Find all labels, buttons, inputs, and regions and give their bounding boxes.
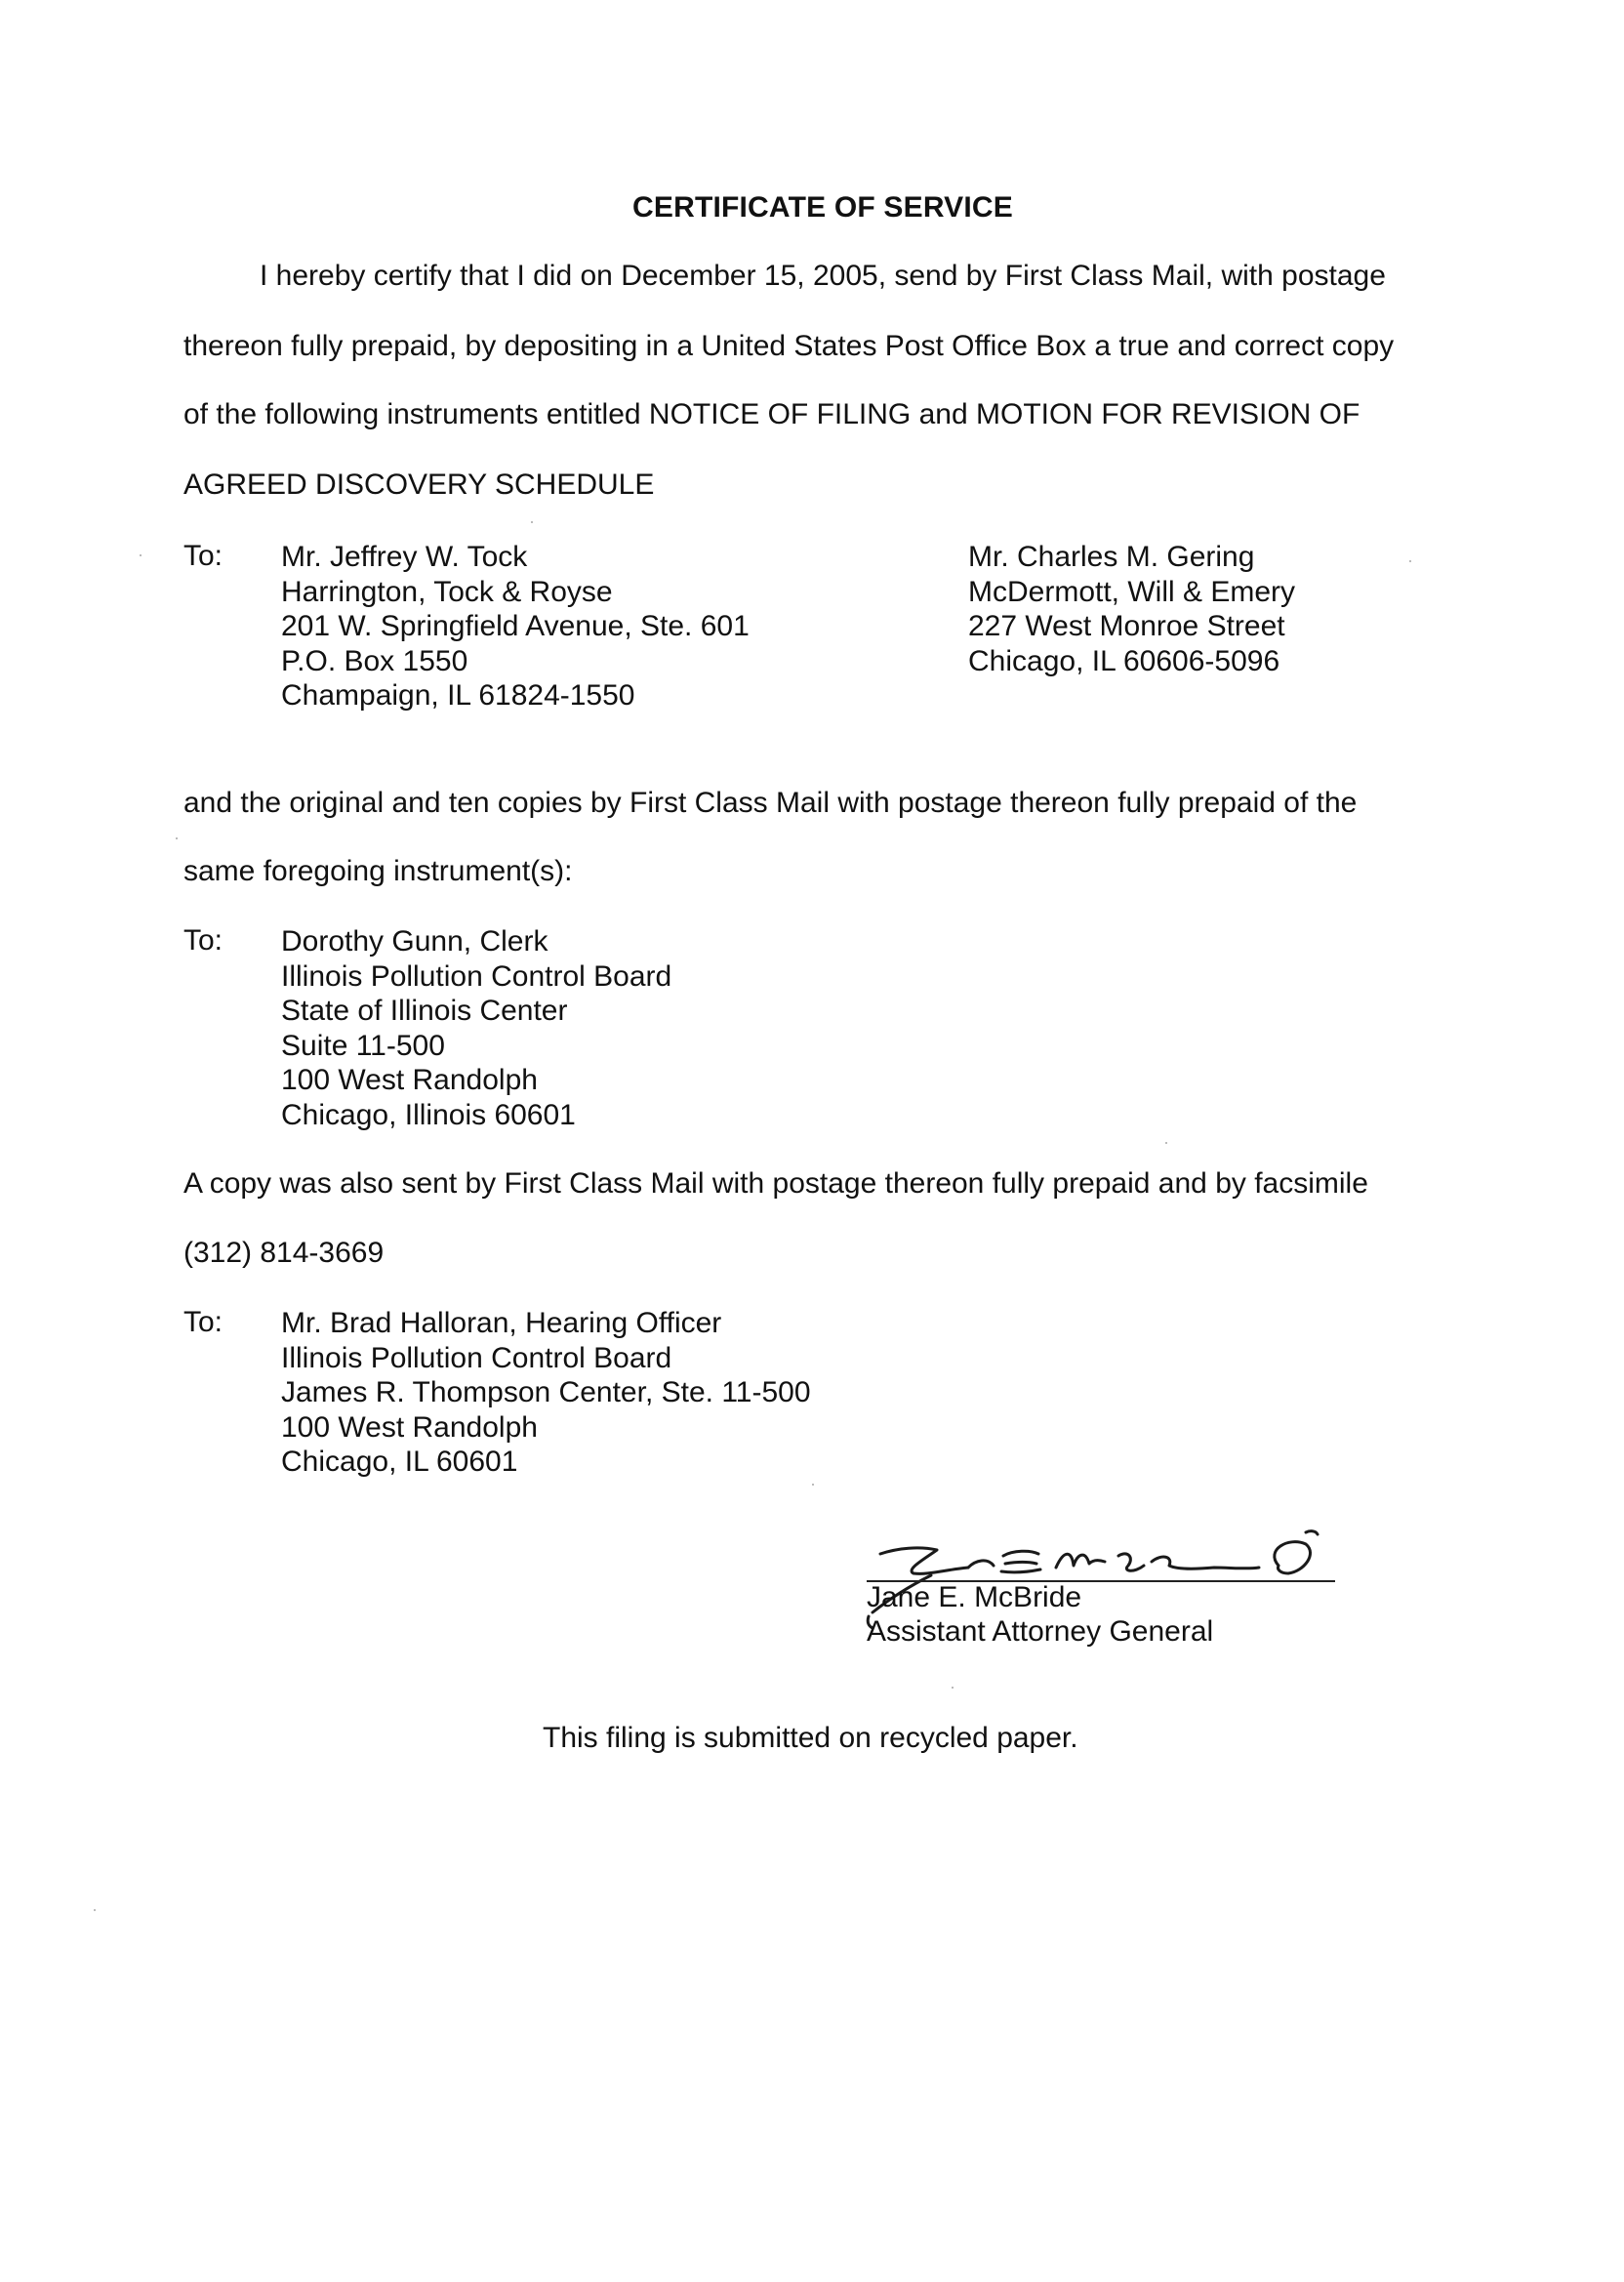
second-para-line: and the original and ten copies by First Class Mail with postage thereon fully prepaid of the [183, 787, 1358, 819]
scan-speck [140, 554, 142, 556]
signatory-name: Jane E. McBride [867, 1581, 1082, 1613]
scan-speck [94, 1909, 96, 1911]
third-para-line: (312) 814-3669 [183, 1237, 385, 1269]
scan-speck [812, 1484, 814, 1486]
address-line: P.O. Box 1550 [281, 644, 468, 677]
to-label: To: [183, 924, 223, 957]
address-line: 201 W. Springfield Avenue, Ste. 601 [281, 610, 750, 642]
third-para-line: A copy was also sent by First Class Mail with postage thereon fully prepaid and by facsimile [183, 1167, 1368, 1200]
recipient-address-clerk [281, 924, 671, 1132]
signatory-title: Assistant Attorney General [867, 1615, 1214, 1648]
address-line: Champaign, IL 61824-1550 [281, 679, 635, 712]
address-line: Chicago, Illinois 60601 [281, 1098, 576, 1131]
intro-line: of the following instruments entitled NOTICE OF FILING and MOTION FOR REVISION OF [183, 398, 1360, 430]
to-label: To: [183, 1306, 223, 1338]
address-line: Mr. Jeffrey W. Tock [281, 541, 528, 573]
address-line: Illinois Pollution Control Board [281, 959, 672, 993]
intro-line: AGREED DISCOVERY SCHEDULE [183, 469, 655, 501]
address-line: McDermott, Will & Emery [968, 575, 1296, 608]
address-line: Harrington, Tock & Royse [281, 575, 613, 608]
scan-speck [1165, 1142, 1167, 1144]
address-line: 100 West Randolph [281, 1064, 538, 1096]
recipient-address-hearing [281, 1306, 811, 1480]
address-line: Chicago, IL 60601 [281, 1446, 518, 1478]
address-line: Chicago, IL 60606-5096 [968, 644, 1280, 677]
address-line: Mr. Charles M. Gering [968, 541, 1255, 573]
footer-note: This filing is submitted on recycled paper. [543, 1722, 1078, 1754]
address-line: Mr. Brad Halloran, Hearing Officer [281, 1307, 722, 1339]
recipient-address-left [281, 540, 750, 713]
address-line: Suite 11-500 [281, 1029, 445, 1062]
recipient-address-right [968, 540, 1295, 678]
intro-line: I hereby certify that I did on December 15, 2005, send by First Class Mail, with postage [260, 260, 1386, 292]
scan-speck [952, 1687, 954, 1689]
address-line: Dorothy Gunn, Clerk [281, 925, 548, 958]
scan-speck [176, 837, 178, 839]
scan-speck [1409, 560, 1411, 562]
to-label: To: [183, 540, 223, 572]
intro-line: thereon fully prepaid, by depositing in a United States Post Office Box a true and correct copy [183, 330, 1395, 362]
address-line: Illinois Pollution Control Board [281, 1341, 672, 1374]
address-line: 100 West Randolph [281, 1410, 538, 1444]
scan-speck [531, 521, 533, 523]
address-line: State of Illinois Center [281, 995, 568, 1027]
address-line: 227 West Monroe Street [968, 610, 1285, 642]
address-line: James R. Thompson Center, Ste. 11-500 [281, 1376, 811, 1408]
page-title: CERTIFICATE OF SERVICE [632, 191, 1013, 224]
second-para-line: same foregoing instrument(s): [183, 855, 573, 887]
